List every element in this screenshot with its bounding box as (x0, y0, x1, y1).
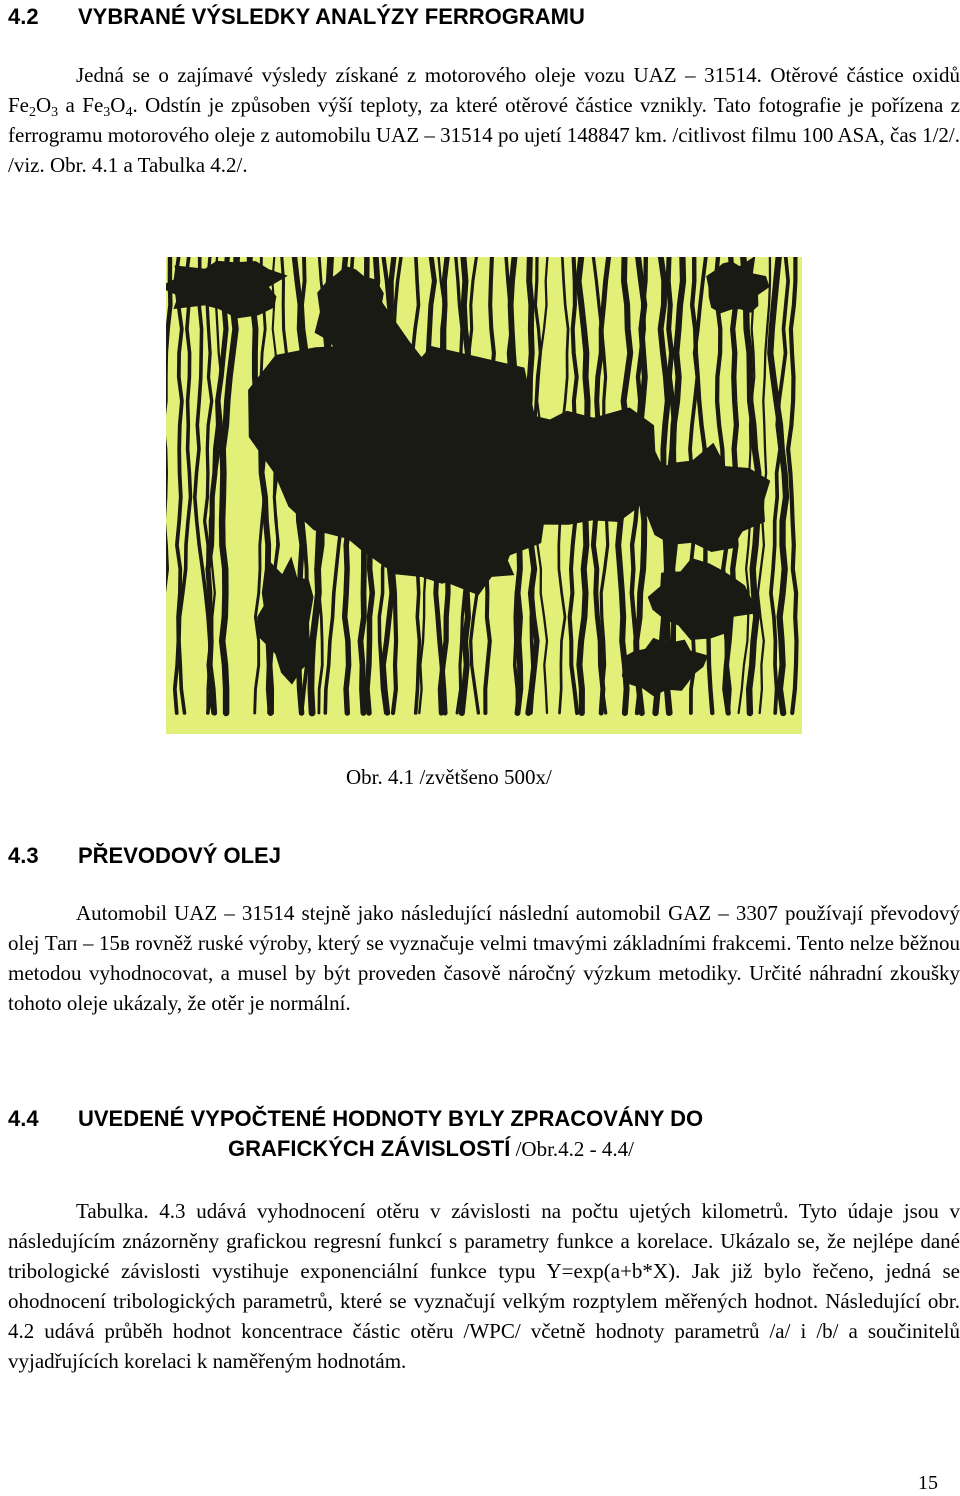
section-number: 4.3 (8, 843, 39, 868)
section-title-line-1: UVEDENÉ VYPOČTENÉ HODNOTY BYLY ZPRACOVÁNY DO (78, 1106, 704, 1131)
figure-caption: Obr. 4.1 /zvětšeno 500x/ (346, 765, 552, 789)
section-number: 4.2 (8, 4, 39, 29)
figure-reference: /Obr.4.2 - 4.4/ (510, 1137, 635, 1161)
section-number: 4.4 (8, 1106, 39, 1131)
section-4-2-paragraph: Jedná se o zajímavé výsledy získané z motorového oleje vozu UAZ – 31514. Otěrové částice oxidů $Fe_2O_3$ a $Fe_3O_4$. Odstín je způsoben výší teploty, za které otěrové částice vznikly. Tato fotografie je pořízena z ferrogramu motorového oleje z automobilu UAZ – 31514 po ujetí 148847 km. /citlivost filmu 100 ASA, čas 1/2/. /viz. Obr. 4.1 a Tabulka 4.2/. (8, 63, 960, 177)
page-number: 15 (918, 1472, 938, 1494)
section-4-3-heading (8, 843, 948, 869)
section-title: VYBRANÉ VÝSLEDKY ANALÝZY FERROGRAMU (78, 4, 585, 29)
section-title: PŘEVODOVÝ OLEJ (78, 843, 281, 868)
section-4-4-heading (8, 1106, 948, 1166)
section-4-2-heading (8, 4, 948, 30)
section-4-4-paragraph: Tabulka. 4.3 udává vyhodnocení otěru v závislosti na počtu ujetých kilometrů. Tyto údaje jsou v následujícím znázorněny grafickou regresní funkcí s parametry funkce a korelace. Ukázalo se, že nejlépe dané tribologické závislosti vystihuje exponenciální funkce typu Y=exp(a+b*X). Jak již bylo řečeno, jedná se ohodnocení tribologických parametrů, které se vyznačují velkým rozptylem měřených hodnot. Následující obr. 4.2 udává průběh hodnot koncentrace částic otěru /WPC/ včetně hodnoty parametrů /a/ i /b/ a součinitelů vyjadřujících korelaci k naměřeným hodnotám. (8, 1199, 960, 1373)
section-4-3-paragraph: Automobil UAZ – 31514 stejně jako následující následní automobil GAZ – 3307 používají převodový olej Тап – 15в rovněž ruské výroby, který se vyznačuje velmi tmavými základními frakcemi. Tento nelze běžnou metodou vyhodnocovat, a musel by být proveden časově náročný výzkum metodiky. Určité náhradní zkoušky tohoto oleje ukázaly, že otěr je normální. (8, 901, 960, 1015)
ferrogram-photo (166, 257, 802, 734)
section-title-line-2: GRAFICKÝCH ZÁVISLOSTÍ /Obr.4.2 - 4.4/ (228, 1136, 635, 1161)
